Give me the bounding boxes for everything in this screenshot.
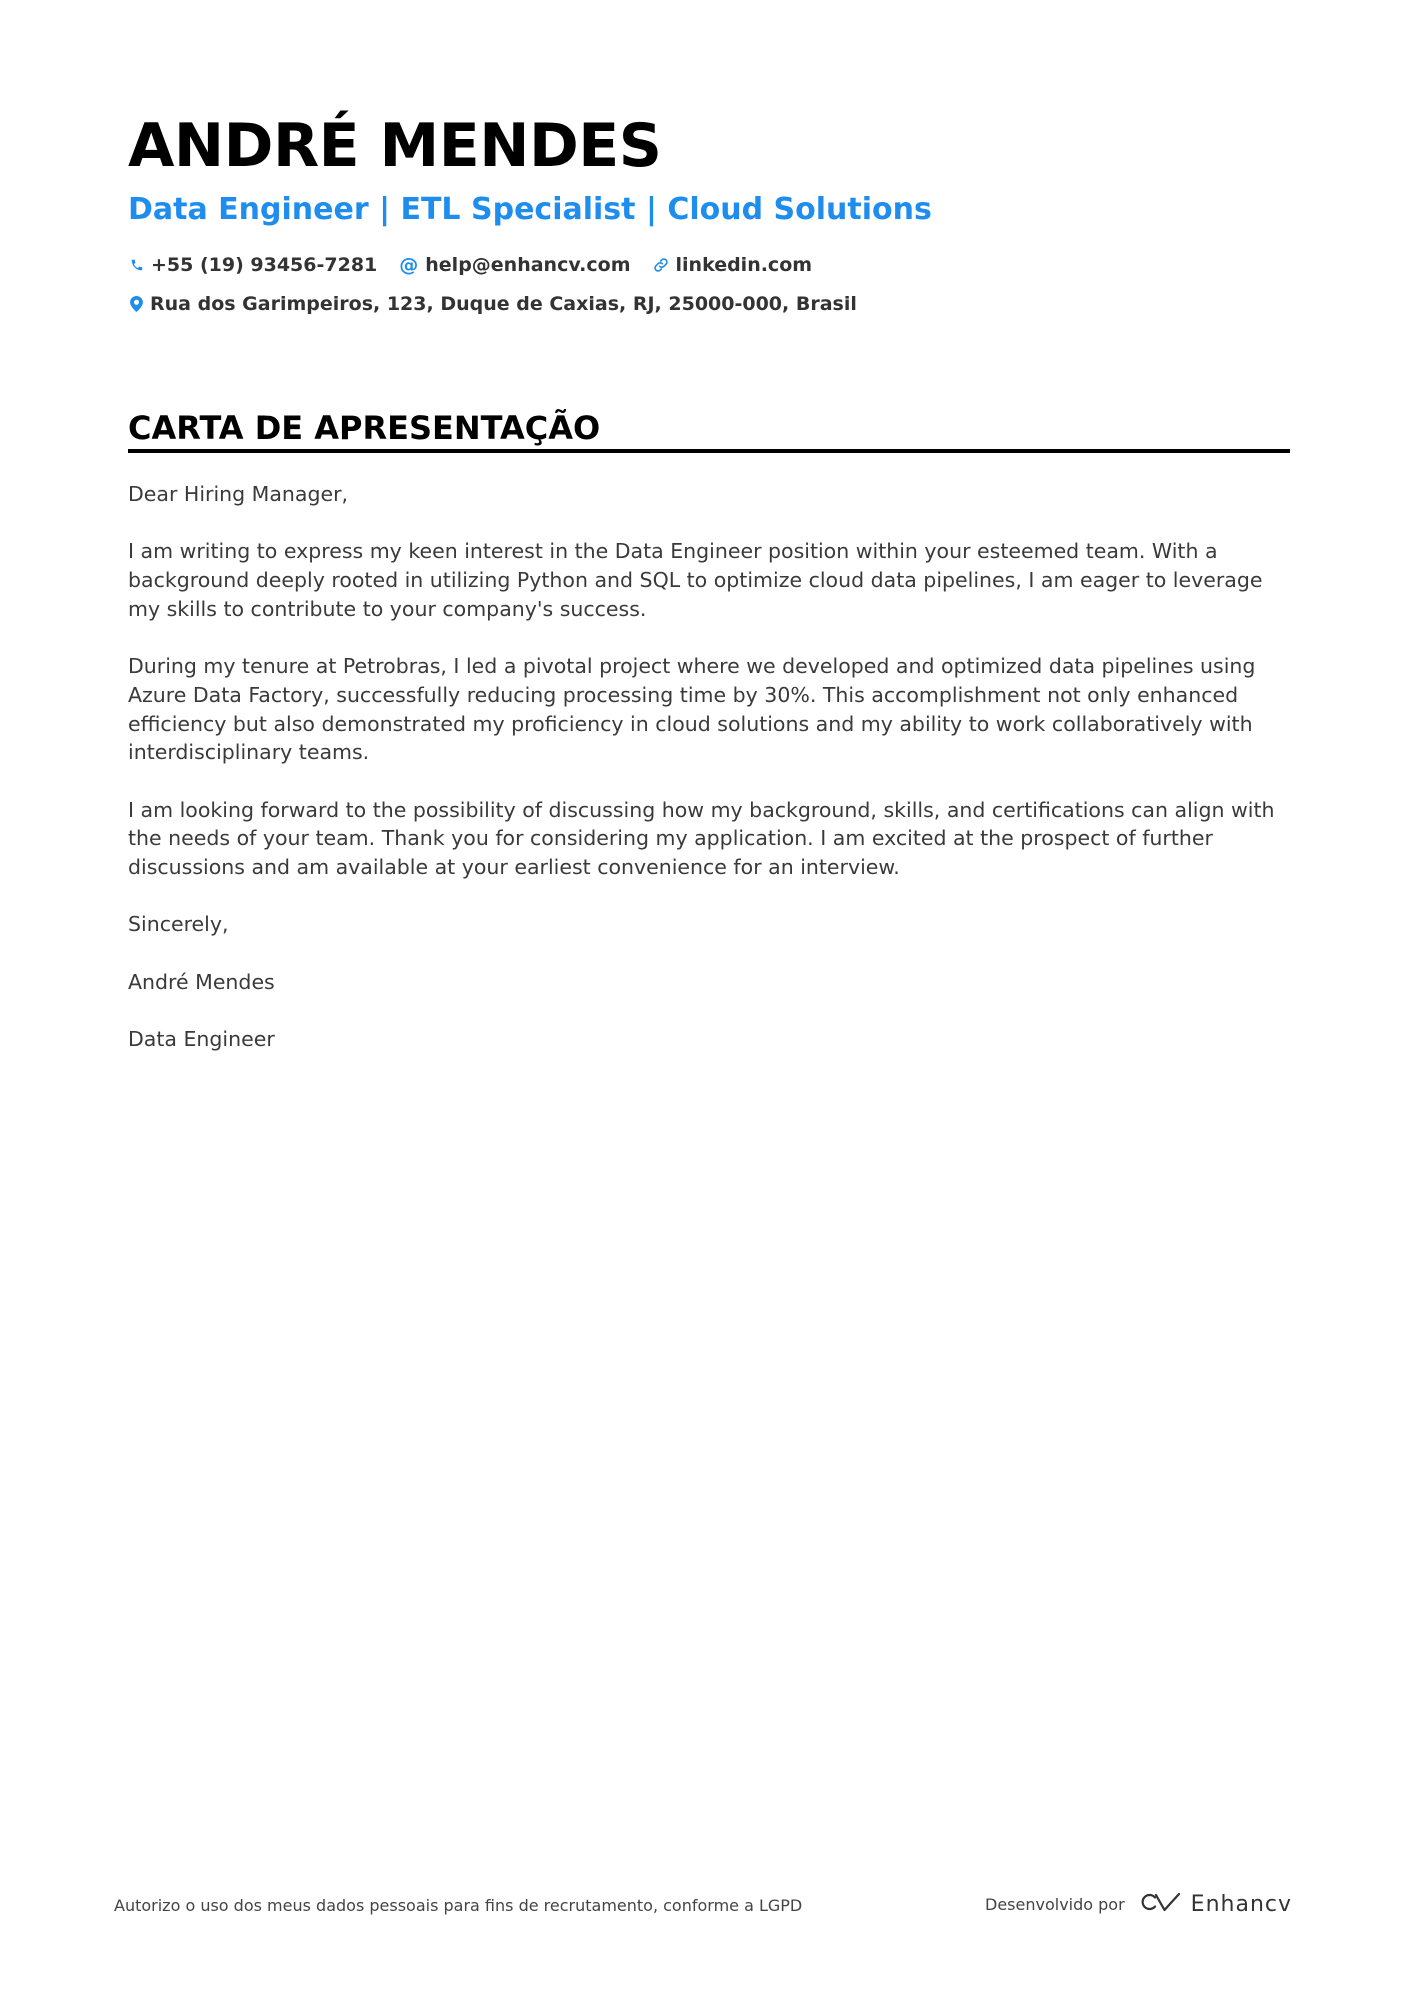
contact-address xyxy=(130,293,857,315)
letter-body xyxy=(128,480,1296,1083)
phone-number: +55 (19) 93456-7281 xyxy=(151,254,378,276)
contact-email xyxy=(399,254,630,276)
linkedin-link[interactable]: linkedin.com xyxy=(675,254,813,276)
contact-phone xyxy=(130,254,377,276)
address-text: Rua dos Garimpeiros, 123, Duque de Caxias, RJ, 25000-000, Brasil xyxy=(150,293,857,315)
at-icon: @ xyxy=(399,253,419,276)
phone-icon xyxy=(130,258,144,272)
candidate-headline: Data Engineer | ETL Specialist | Cloud Solutions xyxy=(128,192,932,227)
enhancv-logo-icon xyxy=(1135,1890,1181,1918)
letter-greeting: Dear Hiring Manager, xyxy=(128,482,349,506)
letter-paragraph: I am looking forward to the possibility of discussing how my background, skills, and certifications can align with the needs of your team. Thank you for considering my application. I am excited at the prospect of further discussions and am available at your earliest convenience for an interview. xyxy=(128,797,1275,880)
letter-paragraph: I am writing to express my keen interest in the Data Engineer position within your esteemed team. With a background deeply rooted in utilizing Python and SQL to optimize cloud data pipelines, I am eager to leverage my skills to contribute to your company's success. xyxy=(128,539,1263,621)
section-divider xyxy=(128,449,1290,453)
signature-name: André Mendes xyxy=(128,969,275,994)
footer-consent-text: Autorizo o uso dos meus dados pessoais para fins de recrutamento, conforme a LGPD xyxy=(114,1896,803,1915)
powered-by-label: Desenvolvido por xyxy=(985,1894,1125,1914)
location-pin-icon xyxy=(130,296,143,312)
link-icon xyxy=(653,257,669,273)
letter-closing: Sincerely, xyxy=(128,912,229,937)
email-link[interactable]: help@enhancv.com xyxy=(425,254,631,276)
contact-linkedin xyxy=(653,254,813,276)
contact-row-address xyxy=(130,293,857,315)
letter-paragraph: During my tenure at Petrobras, I led a pivotal project where we developed and optimized data pipelines using Azure Data Factory, successfully reducing processing time by 30%. This accomplishment not only enhanced efficiency but also demonstrated my proficiency in cloud solutions and my ability to work collaboratively with interdisciplinary teams. xyxy=(128,654,1256,765)
footer-branding[interactable] xyxy=(985,1890,1292,1918)
brand-name: Enhancv xyxy=(1190,1891,1292,1917)
candidate-name: ANDRÉ MENDES xyxy=(128,111,662,181)
section-title: CARTA DE APRESENTAÇÃO xyxy=(128,409,601,447)
contact-row-primary xyxy=(130,254,812,276)
signature-title: Data Engineer xyxy=(128,1027,275,1052)
